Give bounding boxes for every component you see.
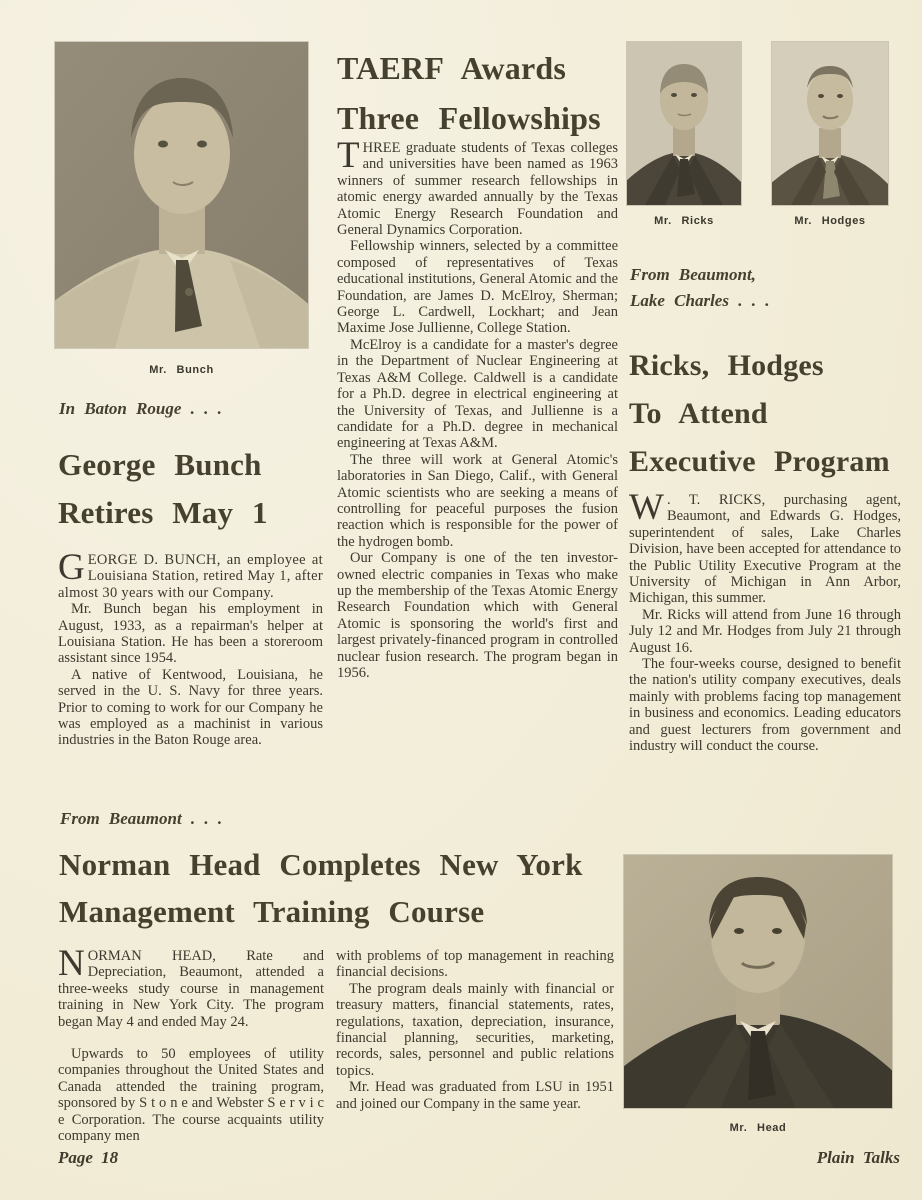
headline-norman-head bbox=[59, 842, 619, 935]
publication-name: Plain Talks bbox=[816, 1148, 900, 1167]
paragraph-text: ORMAN HEAD, Rate and Depreciation, Beaumont, attended a three-weeks study course in management training in New York City. The program began May 4 and ended May 24. bbox=[58, 948, 324, 1030]
photo-mr-hodges bbox=[772, 42, 888, 205]
article-paragraph: Fellowship winners, selected by a committee composed of representatives of Texas educational institutions, General Atomic and the Foundation, are James D. McElroy, Sherman; George L. Cardwell, Lockhart; and Jean Maxime Jose Jullienne, College Station. bbox=[337, 238, 618, 337]
drop-cap: T bbox=[337, 135, 360, 176]
kicker-beaumont: From Beaumont . . . bbox=[60, 809, 223, 828]
photo-mr-bunch bbox=[55, 42, 308, 348]
photo-caption-ricks: Mr. Ricks bbox=[654, 215, 714, 227]
headline-line: Norman Head Completes New York bbox=[59, 847, 583, 882]
kicker-line: From Beaumont, bbox=[630, 265, 756, 284]
page-number: Page 18 bbox=[58, 1148, 119, 1167]
drop-cap: N bbox=[58, 943, 85, 984]
paragraph-text: . T. RICKS, purchasing agent, Beaumont, and Edwards G. Hodges, superintendent of sales, Lake Charles Division, have been accepted for attendance to the Public Utility Executive Program at the University of Michigan in Ann Arbor, Michigan, this summer. bbox=[629, 492, 901, 607]
kicker-line: Lake Charles . . . bbox=[630, 291, 770, 311]
article-paragraph bbox=[58, 943, 324, 1030]
photo-caption-head: Mr. Head bbox=[729, 1122, 787, 1134]
article-paragraph bbox=[337, 135, 618, 239]
article-paragraph: Upwards to 50 employees of utility companies throughout the United States and Canada attended the training program, sponsored by S t o n e and Webster S e r v i c e Corporation. The course acquaints utility company men bbox=[58, 1046, 324, 1145]
headline-line: To Attend bbox=[629, 397, 768, 430]
article-paragraph: Mr. Head was graduated from LSU in 1951 and joined our Company in the same year. bbox=[336, 1079, 614, 1112]
paragraph-text: HREE graduate students of Texas colleges and universities have been named as 1963 winners of summer research fellowships in atomic energy awarded annually by the Texas Atomic Energy Research Foundation and General Dynamics Corporation. bbox=[337, 140, 618, 239]
article-paragraph: Mr. Ricks will attend from June 16 through July 12 and Mr. Hodges from July 21 through August 16. bbox=[629, 606, 901, 656]
headline-line: TAERF Awards bbox=[337, 50, 567, 86]
headline-line: George Bunch bbox=[58, 447, 262, 482]
drop-cap: G bbox=[58, 547, 85, 588]
headline-line: Management Training Course bbox=[59, 893, 485, 929]
article-paragraph: The four-weeks course, designed to benefit the nation's utility company executives, deals mainly with problems facing top management in business and economics. Leading educators and guest lecturers from government and industry will conduct the course. bbox=[629, 656, 901, 755]
headline-line: Executive Program bbox=[629, 445, 890, 478]
article-paragraph: McElroy is a candidate for a master's degree in the Department of Nuclear Engineering at Texas A&M College. Caldwell is a candidate for a Ph.D. degree in electrical engineering at the University of Texas, and Jullienne is a candidate for a Ph.D. degree in mechanical engineering at Texas A&M. bbox=[337, 336, 618, 452]
headline-george-bunch bbox=[58, 441, 338, 537]
article-paragraph bbox=[629, 487, 901, 607]
kicker-baton-rouge: In Baton Rouge . . . bbox=[59, 399, 222, 418]
portrait-illustration-bunch bbox=[55, 42, 308, 348]
article-body-ricks-hodges bbox=[629, 487, 901, 755]
portrait-illustration-head bbox=[624, 855, 892, 1108]
photo-mr-ricks bbox=[627, 42, 741, 205]
headline-ricks-hodges bbox=[629, 342, 914, 486]
headline-line: Retires May 1 bbox=[58, 495, 268, 531]
portrait-illustration-ricks bbox=[627, 42, 741, 205]
article-paragraph: The three will work at General Atomic's laboratories in San Diego, Calif., with General Atomic scientists who are seeking a means of controlling for peaceful purposes the fusion reaction which is responsible for the power of the hydrogen bomb. bbox=[337, 451, 618, 550]
paragraph-text: EORGE D. BUNCH, an employee at Louisiana Station, retired May 1, after almost 30 years with our Company. bbox=[58, 552, 323, 601]
photo-caption-hodges: Mr. Hodges bbox=[794, 215, 866, 227]
photo-mr-head bbox=[624, 855, 892, 1108]
article-paragraph: The program deals mainly with financial or treasury matters, financial statements, rates, regulations, taxation, depreciation, insurance, financial planning, securities, marketing, records, sales, personnel and public relations topics. bbox=[336, 980, 614, 1079]
article-body-bunch bbox=[58, 547, 323, 749]
headline-line: Ricks, Hodges bbox=[629, 349, 824, 382]
article-body-head-col2 bbox=[336, 948, 614, 1112]
article-paragraph: A native of Kentwood, Louisiana, he served in the U. S. Navy for three years. Prior to coming to work for our Company he was employed as a machinist in various industries in the Baton Rouge area. bbox=[58, 666, 323, 749]
article-paragraph: with problems of top management in reaching financial decisions. bbox=[336, 948, 614, 981]
article-body-taerf bbox=[337, 135, 618, 681]
article-paragraph: Our Company is one of the ten investor-owned electric companies in Texas who make up the membership of the Texas Atomic Energy Research Foundation which with General Atomic is sponsoring the world's first and largest privately-financed program in controlled nuclear fusion research. The program began in 1956. bbox=[337, 550, 618, 681]
headline-line: Three Fellowships bbox=[337, 99, 601, 136]
article-paragraph bbox=[58, 547, 323, 601]
drop-cap: W bbox=[629, 487, 664, 528]
article-paragraph: Mr. Bunch began his employment in August, 1933, as a repairman's helper at Louisiana Station. He has been a storeroom assistant since 1954. bbox=[58, 601, 323, 667]
headline-taerf bbox=[337, 44, 627, 143]
photo-caption-bunch: Mr. Bunch bbox=[149, 364, 214, 376]
article-body-head-col1 bbox=[58, 943, 324, 1145]
portrait-illustration-hodges bbox=[772, 42, 888, 205]
kicker-beaumont-lake-charles bbox=[630, 262, 900, 315]
